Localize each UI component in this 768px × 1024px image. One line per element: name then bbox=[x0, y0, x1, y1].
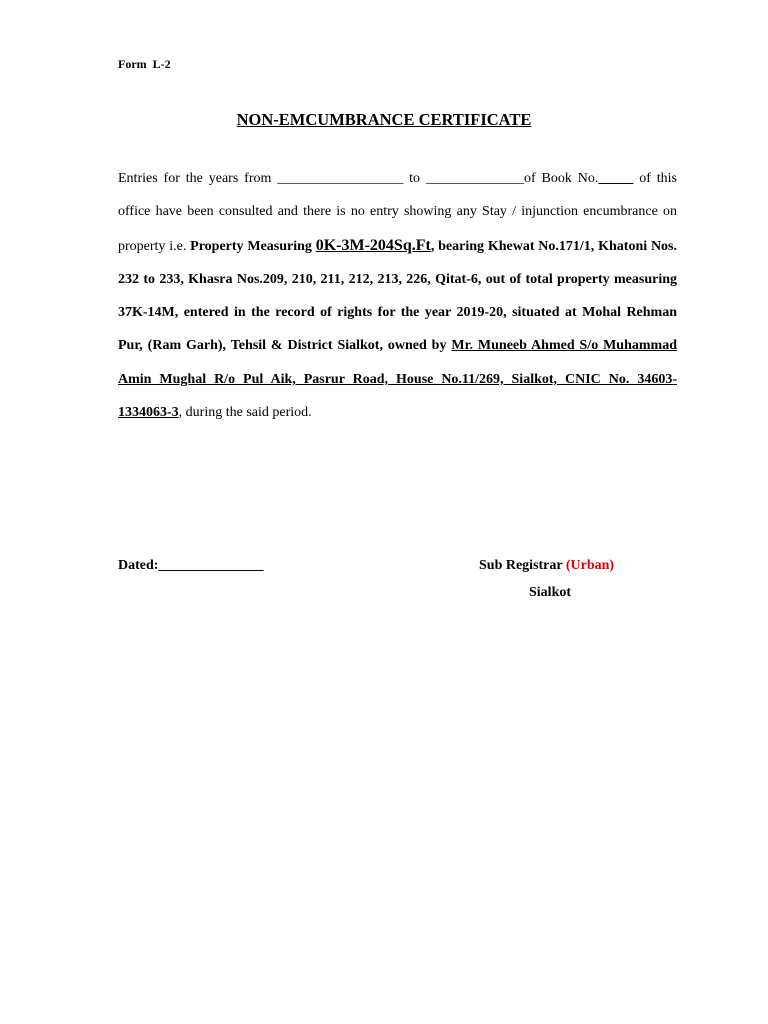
owner-details: Mr. Muneeb Ahmed S/o Muhammad Amin Mughal R/o Pul Aik, Pasrur Road, House No.11/269, Sialkot, CNIC No. 34603-1334063-3 bbox=[118, 338, 677, 421]
certificate-body bbox=[118, 162, 677, 429]
property-details: , bearing Khewat No.171/1, Khatoni Nos. 232 to 233, Khasra Nos.209, 210, 211, 212, 213, 226, Qitat-6, out of total property measuring 37K-14M, entered in the record of rights for the year 2019-20, situated at Mohal Rehman Pur, (Ram Garh), Tehsil & District Sialkot, owned by bbox=[118, 238, 677, 354]
certificate-title: NON-EMCUMBRANCE CERTIFICATE bbox=[236, 110, 532, 129]
urban-label: (Urban) bbox=[565, 558, 615, 573]
body-book-label: of Book No. bbox=[523, 171, 599, 186]
body-intro: Entries for the years from bbox=[118, 171, 278, 186]
dated-blank: _______________ bbox=[158, 558, 264, 573]
form-number: Form L-2 bbox=[118, 57, 171, 71]
property-measure: 0K-3M-204Sq.Ft bbox=[315, 236, 431, 254]
years-from-blank: __________________ bbox=[277, 171, 404, 186]
book-number-blank: _____ bbox=[598, 171, 634, 186]
dated-label: Dated: bbox=[118, 558, 159, 573]
sub-registrar-signature bbox=[479, 558, 614, 574]
sub-registrar-label: Sub Registrar bbox=[479, 558, 566, 573]
property-label: Property Measuring bbox=[190, 238, 316, 254]
dated-field bbox=[118, 558, 263, 574]
body-to: to bbox=[403, 171, 426, 186]
registrar-city: Sialkot bbox=[529, 585, 572, 600]
body-consulted: of this office have been consulted and there is no entry showing any Stay / injunction encumbrance on property i.e. bbox=[118, 171, 678, 254]
years-to-blank: ______________ bbox=[425, 171, 524, 186]
body-closing: , during the said period. bbox=[178, 405, 312, 421]
